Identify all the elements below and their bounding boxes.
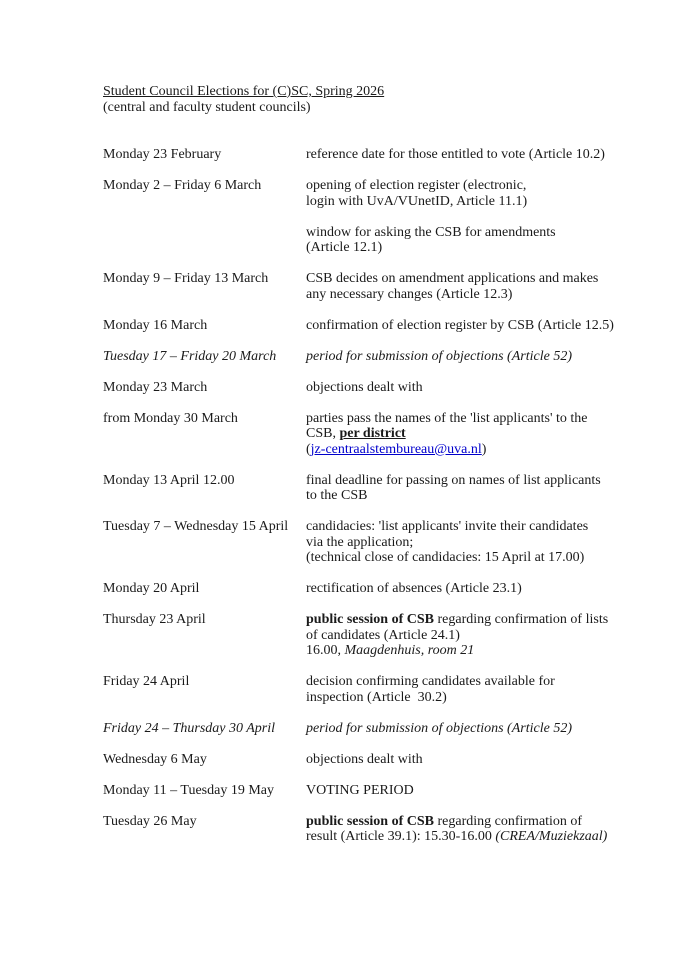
schedule-row xyxy=(103,271,638,302)
row-details xyxy=(306,178,638,256)
text-span: objections dealt with xyxy=(306,379,423,395)
row-details xyxy=(306,721,638,737)
row-date: Thursday 23 April xyxy=(103,612,206,627)
schedule-row xyxy=(103,178,638,256)
schedule-row xyxy=(103,783,638,799)
details-paragraph xyxy=(306,147,638,163)
text-span: public session of CSB xyxy=(306,612,434,627)
details-paragraph xyxy=(306,674,638,705)
details-paragraph xyxy=(306,783,638,799)
row-date: Monday 20 April xyxy=(103,581,200,596)
schedule-row xyxy=(103,473,638,504)
text-line xyxy=(306,147,638,163)
details-paragraph xyxy=(306,721,638,737)
row-details xyxy=(306,519,638,566)
row-date: Friday 24 April xyxy=(103,674,190,689)
details-paragraph xyxy=(306,814,638,845)
text-span: regarding confirmation of xyxy=(433,813,583,829)
schedule-row xyxy=(103,612,638,659)
text-line xyxy=(306,473,638,489)
text-span: candidacies: 'list applicants' invite their candidates xyxy=(306,519,589,534)
text-span: login with UvA/VUnetID, Article 11.1) xyxy=(306,193,528,209)
text-span: confirmation of election register by CSB (Article 12.5) xyxy=(306,317,614,333)
schedule-row xyxy=(103,519,638,566)
email-link[interactable]: jz-centraalstembureau@uva.nl xyxy=(310,441,482,457)
row-details xyxy=(306,752,638,768)
text-span: rectification of absences (Article 23.1) xyxy=(306,581,522,596)
row-details xyxy=(306,318,638,334)
text-line xyxy=(306,178,638,194)
row-date: Monday 23 March xyxy=(103,379,208,395)
text-span: Maagdenhuis, room 21 xyxy=(344,643,475,658)
row-details xyxy=(306,349,638,365)
text-span: via the application; xyxy=(306,534,414,550)
text-line xyxy=(306,240,638,256)
text-line xyxy=(306,287,638,303)
text-line xyxy=(306,829,638,845)
details-paragraph xyxy=(306,473,638,504)
row-details xyxy=(306,271,638,302)
text-span: (Article 12.1) xyxy=(306,240,383,255)
text-span: objections dealt with xyxy=(306,751,423,767)
text-line xyxy=(306,194,638,210)
row-date: from Monday 30 March xyxy=(103,410,238,426)
details-paragraph xyxy=(306,380,638,396)
row-date: Tuesday 26 May xyxy=(103,813,197,829)
text-line xyxy=(306,690,638,706)
text-line xyxy=(306,550,638,566)
text-span: public session of CSB xyxy=(306,813,434,829)
doc-title: Student Council Elections for (C)SC, Spring 2026 xyxy=(103,84,385,99)
schedule-rows xyxy=(103,147,638,845)
schedule-row xyxy=(103,752,638,768)
text-line xyxy=(306,519,638,535)
text-span: (technical close of candidacies: 15 April at 17.00) xyxy=(306,550,585,565)
row-date: Monday 9 – Friday 13 March xyxy=(103,271,269,286)
text-span: any necessary changes (Article 12.3) xyxy=(306,286,513,302)
text-line xyxy=(306,814,638,830)
details-paragraph xyxy=(306,612,638,659)
text-line xyxy=(306,380,638,396)
text-span: period for submission of objections (Article 52) xyxy=(306,720,572,736)
text-line xyxy=(306,612,638,628)
row-details xyxy=(306,814,638,845)
row-date: Tuesday 17 – Friday 20 March xyxy=(103,348,277,364)
text-span: final deadline for passing on names of list applicants xyxy=(306,472,601,488)
row-details xyxy=(306,411,638,458)
text-line xyxy=(306,349,638,365)
schedule-row xyxy=(103,318,638,334)
text-span: reference date for those entitled to vote (Article 10.2) xyxy=(306,147,605,162)
row-date: Tuesday 7 – Wednesday 15 April xyxy=(103,519,289,534)
row-details xyxy=(306,147,638,163)
text-span: window for asking the CSB for amendments xyxy=(306,224,556,240)
text-span: per district xyxy=(339,426,406,441)
details-paragraph xyxy=(306,318,638,334)
text-span: decision confirming candidates available for xyxy=(306,674,555,689)
text-line xyxy=(306,535,638,551)
details-paragraph xyxy=(306,519,638,566)
text-line xyxy=(306,581,638,597)
text-line xyxy=(306,225,638,241)
text-span: 16.00, xyxy=(306,643,345,658)
schedule-row xyxy=(103,147,638,163)
text-span: regarding confirmation of lists xyxy=(433,612,609,627)
row-date: Monday 13 April 12.00 xyxy=(103,472,235,488)
text-span: CSB decides on amendment applications and makes xyxy=(306,271,599,286)
schedule-row xyxy=(103,349,638,365)
schedule-row xyxy=(103,411,638,458)
schedule-row xyxy=(103,581,638,597)
text-span: opening of election register (electronic, xyxy=(306,178,527,193)
row-details xyxy=(306,473,638,504)
schedule-row xyxy=(103,721,638,737)
text-line xyxy=(306,318,638,334)
details-paragraph xyxy=(306,271,638,302)
doc-subtitle: (central and faculty student councils) xyxy=(103,99,311,115)
row-date: Wednesday 6 May xyxy=(103,751,207,767)
row-details xyxy=(306,380,638,396)
details-paragraph xyxy=(306,752,638,768)
row-date: Monday 11 – Tuesday 19 May xyxy=(103,782,274,798)
row-date: Friday 24 – Thursday 30 April xyxy=(103,720,276,736)
schedule-row xyxy=(103,674,638,705)
details-paragraph xyxy=(306,349,638,365)
text-span: inspection (Article 30.2) xyxy=(306,689,447,705)
row-details xyxy=(306,783,638,799)
text-line xyxy=(306,411,638,427)
text-span: to the CSB xyxy=(306,488,368,503)
text-line xyxy=(306,442,638,458)
row-date: Monday 23 February xyxy=(103,147,222,162)
text-line xyxy=(306,628,638,644)
text-line xyxy=(306,643,638,659)
text-line xyxy=(306,488,638,504)
text-span: of candidates (Article 24.1) xyxy=(306,627,460,643)
row-details xyxy=(306,674,638,705)
row-details xyxy=(306,612,638,659)
schedule-row xyxy=(103,380,638,396)
text-line xyxy=(306,674,638,690)
text-line xyxy=(306,271,638,287)
text-span: ) xyxy=(481,441,487,457)
text-line xyxy=(306,721,638,737)
row-date: Monday 16 March xyxy=(103,317,208,333)
details-paragraph xyxy=(306,411,638,458)
details-paragraph xyxy=(306,225,638,256)
details-paragraph xyxy=(306,178,638,209)
text-span: VOTING PERIOD xyxy=(306,782,414,798)
text-line xyxy=(306,752,638,768)
text-line xyxy=(306,426,638,442)
text-span: ( xyxy=(306,441,311,457)
text-span: (CREA/Muziekzaal) xyxy=(495,829,608,844)
text-span: CSB, xyxy=(306,426,340,441)
text-line xyxy=(306,783,638,799)
row-date: Monday 2 – Friday 6 March xyxy=(103,178,262,193)
row-details xyxy=(306,581,638,597)
details-paragraph xyxy=(306,581,638,597)
text-span: period for submission of objections (Article 52) xyxy=(306,348,572,364)
text-span: parties pass the names of the 'list applicants' to the xyxy=(306,410,588,426)
text-span: result (Article 39.1): 15.30-16.00 xyxy=(306,829,496,844)
schedule-row xyxy=(103,814,638,845)
